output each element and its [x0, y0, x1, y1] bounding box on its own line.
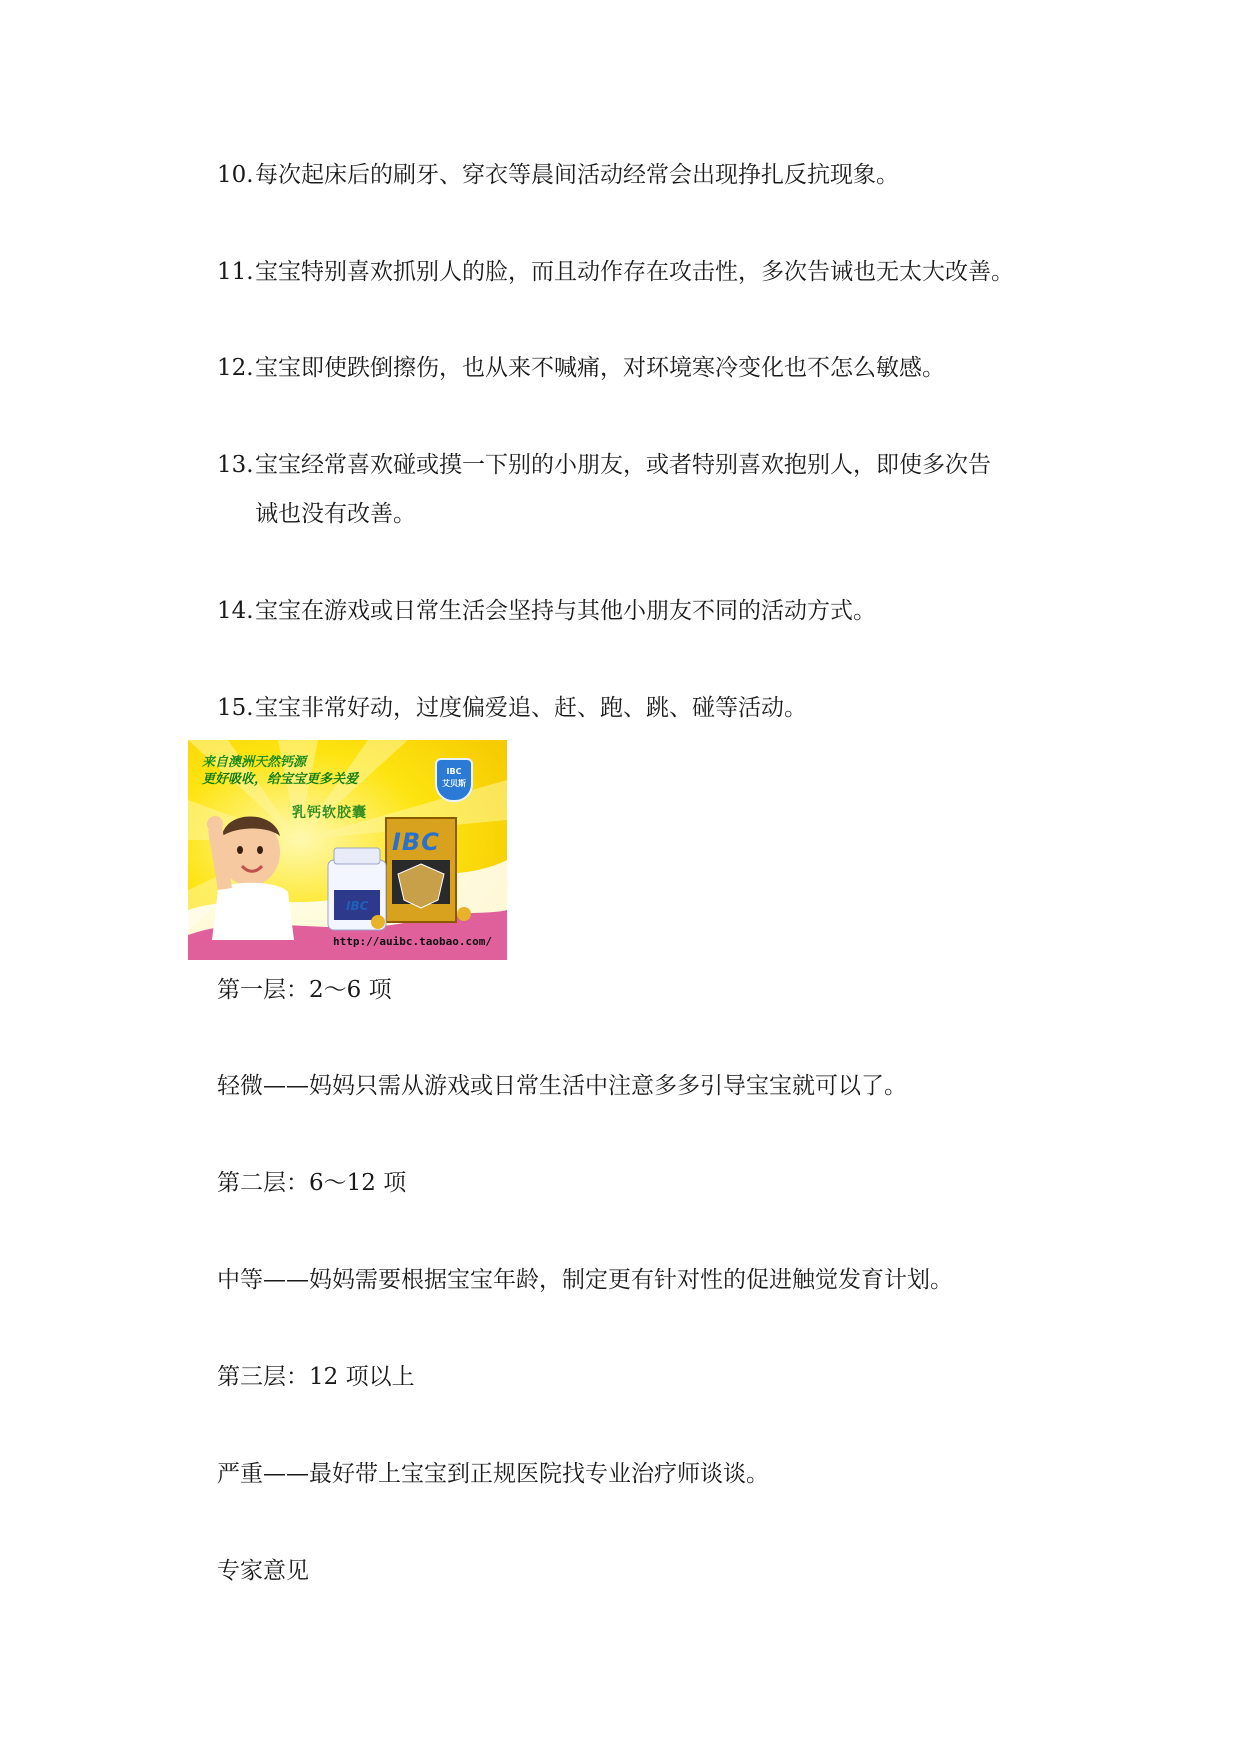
item-text: 宝宝特别喜欢抓别人的脸，而且动作存在攻击性，多次告诫也无太大改善。 [255, 259, 1014, 285]
ad-box-brand: IBC [392, 828, 440, 856]
item-text: 宝宝即使跌倒擦伤，也从来不喊痛，对环境寒冷变化也不怎么敏感。 [255, 355, 945, 381]
item-text: 每次起床后的刷牙、穿衣等晨间活动经常会出现挣扎反抗现象。 [255, 162, 899, 188]
shield-badge-icon [435, 758, 473, 802]
ad-url-link[interactable]: http://auibc.taobao.com/ [333, 935, 492, 948]
item-text: 宝宝经常喜欢碰或摸一下别的小朋友，或者特别喜欢抱别人，即使多次告 [255, 452, 991, 478]
badge-label: 艾贝斯 [442, 779, 466, 788]
ad-bottle-brand: IBC [346, 899, 369, 913]
list-item-13-continuation: 诫也没有改善。 [255, 501, 416, 527]
item-number: 10. [217, 162, 254, 188]
item-number: 15. [217, 695, 254, 721]
expert-opinion-heading: 专家意见 [217, 1558, 309, 1584]
list-item-10 [217, 158, 899, 192]
level-3-description: 严重——最好带上宝宝到正规医院找专业治疗师谈谈。 [217, 1461, 769, 1487]
ad-slogan [202, 754, 358, 788]
ad-product-name: 乳钙软胶囊 [292, 805, 367, 821]
item-number: 13. [217, 452, 254, 478]
list-item-13 [217, 448, 991, 482]
level-1-description: 轻微——妈妈只需从游戏或日常生活中注意多多引导宝宝就可以了。 [217, 1073, 907, 1099]
list-item-12 [217, 351, 945, 385]
level-1-heading: 第一层：2～6 项 [217, 977, 392, 1003]
item-number: 12. [217, 355, 254, 381]
level-2-description: 中等——妈妈需要根据宝宝年龄，制定更有针对性的促进触觉发育计划。 [217, 1267, 953, 1293]
item-text: 宝宝非常好动，过度偏爱追、赶、跑、跳、碰等活动。 [255, 695, 807, 721]
ad-slogan-line-1: 来自澳洲天然钙源 [202, 755, 307, 770]
product-ad-banner[interactable] [188, 740, 507, 960]
level-2-heading: 第二层：6～12 项 [217, 1170, 407, 1196]
level-3-heading: 第三层：12 项以上 [217, 1364, 415, 1390]
badge-brand: IBC [446, 767, 462, 776]
item-text: 宝宝在游戏或日常生活会坚持与其他小朋友不同的活动方式。 [255, 598, 876, 624]
item-number: 14. [217, 598, 254, 624]
list-item-11 [217, 255, 1014, 289]
list-item-15 [217, 691, 807, 725]
item-number: 11. [217, 259, 254, 285]
list-item-14 [217, 594, 876, 628]
ad-slogan-line-2: 更好吸收，给宝宝更多关爱 [202, 772, 359, 787]
